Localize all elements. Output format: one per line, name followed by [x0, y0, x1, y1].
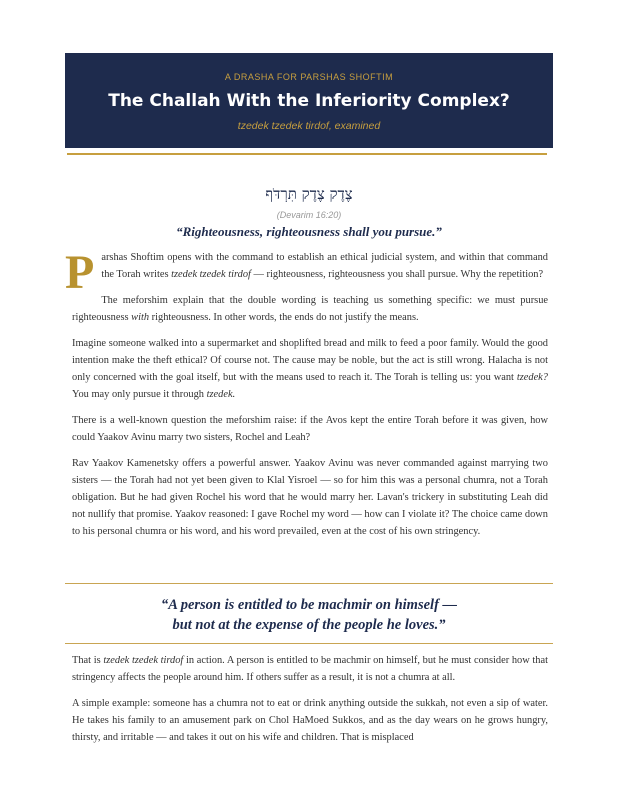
banner-kicker: A DRASHA FOR PARSHAS SHOFTIM: [224, 72, 394, 82]
hebrew-verse: צֶדֶק צֶדֶק תִּרְדֹּף: [265, 185, 353, 203]
paragraph-3: Imagine someone walked into a supermarket and shoplifted bread and milk to feed a poor family. Would the good intention make the theft ethical? Of course not. The cause may be noble, but the act is still wrong. Halacha is not only concerned with the goal itself, but with the means used to reach it. The Torah is telling us: you want tzedek? You may only pursue it through tzedek.: [72, 338, 548, 400]
title-banner: [65, 53, 553, 148]
paragraph-2: The meforshim explain that the double wording is teaching us something specific: we must pursue righteousness with righteousness. In other words, the ends do not justify the means.: [72, 295, 548, 323]
paragraph-1: Parshas Shoftim opens with the command to establish an ethical judicial system, and within that command the Torah writes tzedek tzedek tirdof — righteousness, righteousness you shall pursue. Why the repetition?: [65, 246, 548, 299]
banner-divider: [67, 153, 547, 155]
article-body-bottom: [72, 652, 548, 755]
pull-quote-line-1: “A person is entitled to be machmir on himself —: [160, 597, 458, 613]
page-title: The Challah With the Inferiority Complex?: [108, 91, 510, 111]
article-body-top: [65, 246, 548, 549]
verse-translation: “Righteousness, righteousness shall you pursue.”: [176, 224, 442, 239]
paragraph-6: That is tzedek tzedek tirdof in action. A person is entitled to be machmir on himself, but he must consider how that stringency affects the people around him. If others suffer as a result, it is not a chumra at all.: [72, 655, 549, 683]
drop-cap: P: [65, 246, 95, 299]
paragraph-7: A simple example: someone has a chumra not to eat or drink anything outside the sukkah, not even a sip of water. He takes his family to an amusement park on Chol HaMoed Sukkos, and as the day wears on he grows hungry, thirsty, and irritable — and takes it out on his wife and children. That is misplaced: [72, 698, 548, 743]
banner-subtitle: tzedek tzedek tirdof, examined: [237, 120, 381, 132]
paragraph-5: Rav Yaakov Kamenetsky offers a powerful answer. Yaakov Avinu was never commanded against marrying two sisters — the Torah had not yet been given to Klal Yisroel — so for him this was a personal chumra, not a Torah obligation. But he had given Rochel his word that he would marry her. Lavan's trickery in substituting Leah did not nullify that promise. Yaakov reasoned: I gave Rochel my word — how can I violate it? The choice came down to his personal chumra or his word, and his word prevailed, even at the cost of his own stringency.: [72, 458, 548, 537]
verse-source: (Devarim 16:20): [276, 210, 342, 220]
pull-quote-bottom-rule: [65, 643, 553, 644]
paragraph-4: There is a well-known question the meforshim raise: if the Avos kept the entire Torah before it was given, how could Yaakov Avinu marry two sisters, Rochel and Leah?: [72, 415, 548, 443]
pull-quote: [0, 595, 618, 635]
pull-quote-line-2: but not at the expense of the people he loves.”: [172, 617, 446, 633]
pull-quote-top-rule: [65, 583, 553, 584]
